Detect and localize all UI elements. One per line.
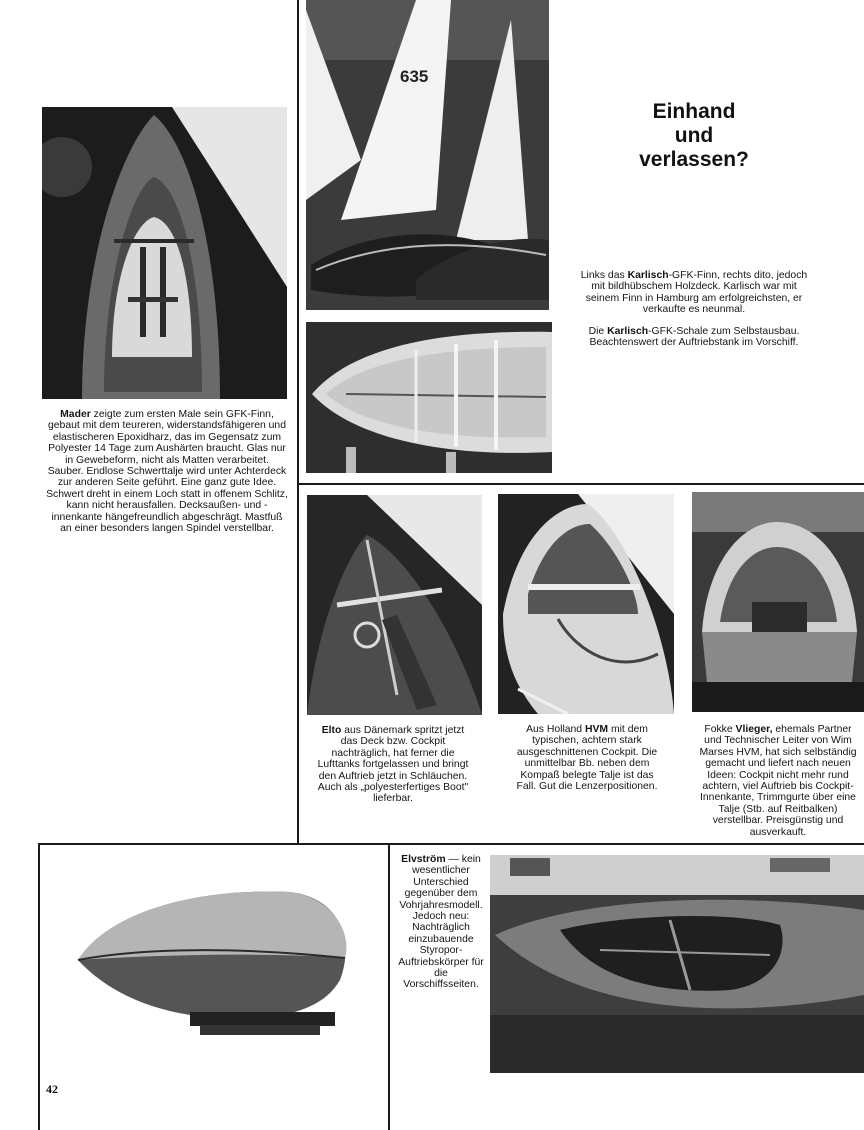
hvm-caption [510, 724, 664, 792]
karlisch-caption-p1 [576, 270, 812, 316]
title-line-1: Einhand [652, 100, 736, 123]
divider-left-margin [38, 845, 40, 1130]
karlisch-caption-p2 [576, 326, 812, 349]
caption-text: Aus Holland [526, 724, 585, 735]
caption-text: — kein wesentlicher Unterschied gegenüber dem Vohrjahresmodell. Jedoch neu: Nachträglich einzubauende Styropor-Auftriebskörper für die Vorschiffsseiten. [398, 854, 484, 991]
caption-text: mit dem typischen, achtern stark ausgeschnittenen Cockpit. Die unmittelbar Bb. neben dem Kompaß belegte Talje ist das Fall. Gut die Lenzerpositionen. [516, 724, 658, 793]
caption-brand: HVM [584, 724, 609, 735]
karlisch-shell-photo [306, 322, 552, 473]
title-line-3: verlassen? [639, 148, 749, 171]
divider-bottom-column [388, 845, 390, 1130]
elvstrom-hull-photo [70, 880, 352, 1045]
article-title [600, 100, 788, 172]
elto-boat-photo [307, 495, 482, 715]
mader-boat-photo [42, 107, 287, 399]
mader-caption [46, 409, 288, 534]
elto-caption [312, 725, 474, 805]
elvstrom-deck-photo [490, 855, 864, 1073]
sail-number-label: 635 [400, 67, 429, 86]
title-line-2: und [674, 124, 714, 147]
elvstrom-caption [396, 854, 486, 991]
caption-text: ehemals Partner und Technischer Leiter von Wim Marses HVM, hat sich selbständig gemacht und liefert nach neuen Ideen: Cockpit nicht mehr rund achtern, viel Auftrieb bis Cockpit-Innenkante, Trimmgurte über eine Talje (Stb. auf Reitbalken) verstellbar. Preisgünstig und ausverkauft. [699, 724, 857, 838]
vlieger-caption [696, 724, 860, 838]
caption-text: aus Dänemark spritzt jetzt das Deck bzw. Cockpit nachträglich, hat ferner die Lufttanks fortgelassen und bringt den Auftrieb jetzt in Schläuchen. Auch als „polyesterfertiges Boot" lieferbar. [317, 725, 469, 805]
divider-horizontal-lower [38, 843, 864, 845]
caption-brand: Karlisch [607, 325, 649, 337]
caption-text: Die [588, 325, 608, 337]
caption-text: -GFK-Finn, rechts dito, jedoch mit bildhübschem Holzdeck. Karlisch war mit seinem Finn in Hamburg am erfolgreichsten, er verkaufte es neunmal. [585, 270, 808, 316]
caption-brand: Elto [321, 725, 342, 736]
karlisch-sails-photo [306, 0, 549, 310]
hvm-boat-photo [498, 494, 674, 714]
vlieger-boat-photo [692, 492, 864, 712]
caption-brand: Elvström [401, 854, 446, 865]
caption-text: zeigte zum ersten Male sein GFK-Finn, gebaut mit dem teureren, widerstandsfähigeren und elastischeren Epoxidharz, das im Gegensatz zum Polyester 14 Tage zum Aushärten braucht. Glas nur in Gewebeform, nicht als Matten verarbeitet. Sauber. Endlose Schwerttalje wird unter Achterdeck zur anderen Seite geführt. Eine ganz gute Idee. Schwert dreht in einem Loch statt in offenem Schlitz, kann nicht herausfallen. Decksaußen- und -innenkante hängefreundlich abgeschrägt. Mastfuß an einer besonders langen Spindel verstellbar. [46, 409, 288, 535]
caption-text: Fokke [704, 724, 736, 735]
caption-brand: Vlieger, [735, 724, 773, 735]
caption-brand: Karlisch [627, 270, 669, 281]
caption-text: Links das [580, 270, 628, 281]
divider-horizontal-mid [299, 483, 864, 485]
caption-brand: Mader [60, 409, 91, 420]
karlisch-caption [576, 270, 812, 348]
caption-text: -GFK-Schale zum Selbstausbau. Beachtenswert der Auftriebstank im Vorschiff. [589, 325, 800, 349]
divider-left-column [297, 0, 299, 843]
page-number: 42 [46, 1082, 58, 1096]
